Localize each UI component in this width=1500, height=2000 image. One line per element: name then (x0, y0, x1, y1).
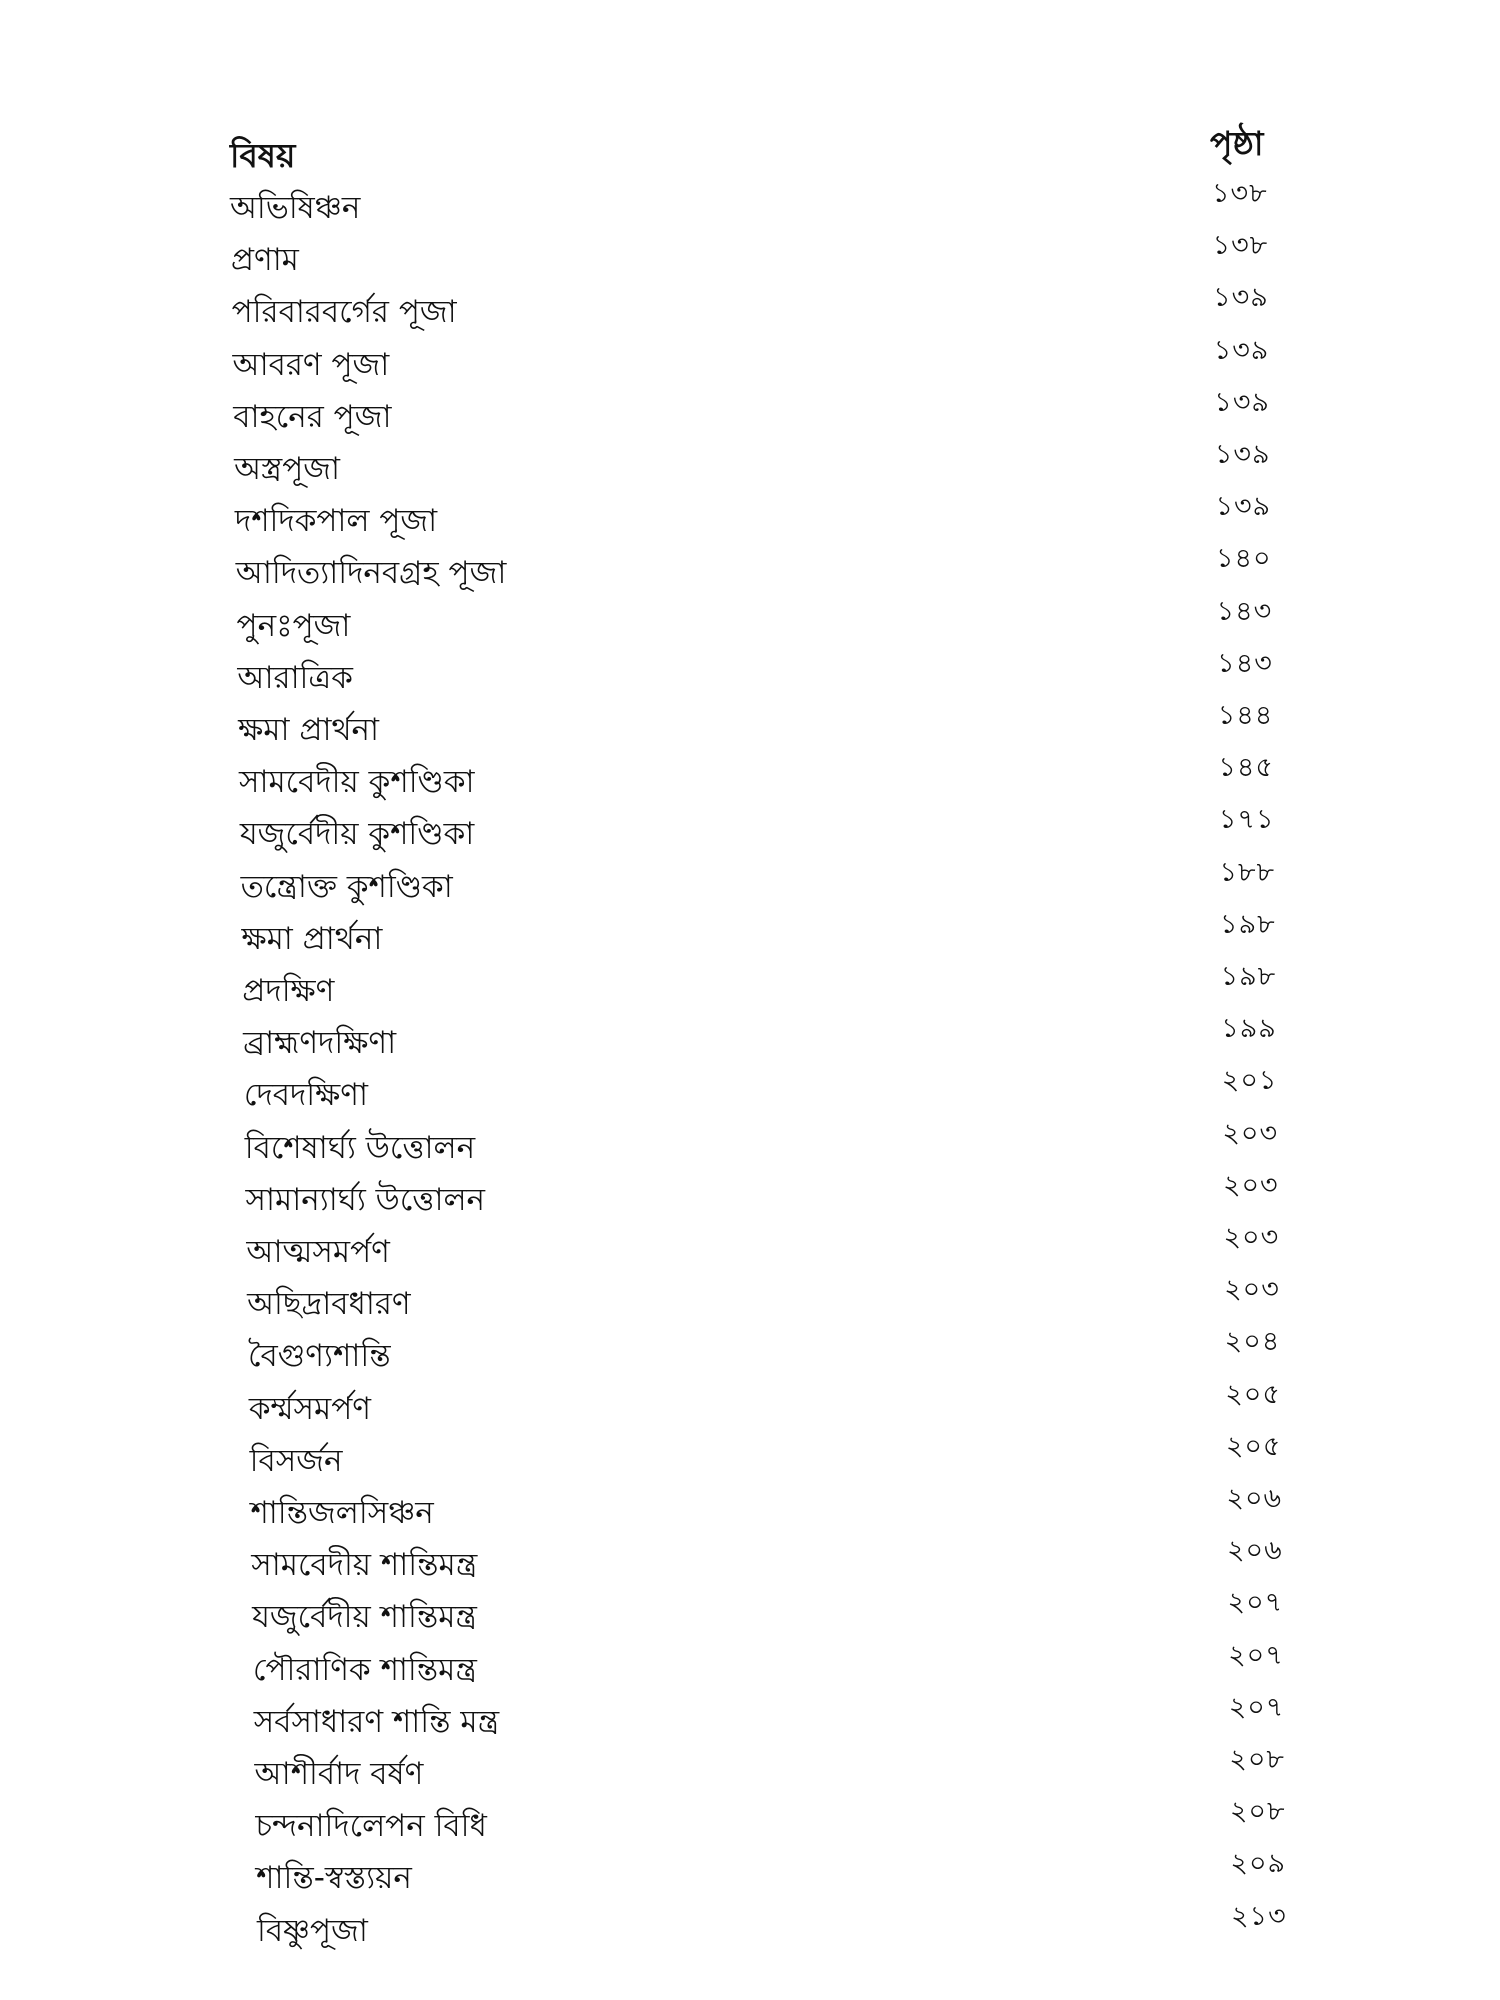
entry-title: বিসর্জন (249, 1442, 343, 1479)
entry-title: আদিত্যাদিনবগ্রহ পূজা (235, 555, 507, 592)
toc-entry-row (0, 491, 1500, 547)
entry-page-number: ১৯৮ (1220, 961, 1277, 992)
toc-entry-row (0, 647, 1500, 704)
entry-page-number: ১৩৮ (1212, 230, 1269, 262)
entry-page-number: ২০৪ (1224, 1326, 1281, 1358)
entry-page-number: ২০৭ (1228, 1691, 1285, 1723)
toc-entry-row (0, 386, 1500, 443)
toc-entry-row (0, 752, 1500, 808)
entry-page-number: ২০৩ (1223, 1222, 1280, 1253)
entry-page-number: ১৩৯ (1215, 491, 1272, 523)
entry-page-number: ২০৬ (1226, 1483, 1283, 1514)
entry-title: দেবদক্ষিণা (243, 1077, 369, 1114)
entry-page-number: ১৪০ (1216, 543, 1272, 575)
entry-page-number: ১৩৯ (1214, 439, 1271, 470)
entry-title: আশীর্বাদ বর্ষণ (254, 1756, 424, 1792)
entry-title: শান্তি-স্বস্ত্যয়ন (256, 1860, 412, 1897)
entry-title: অভিষিঞ্চন (230, 190, 361, 226)
entry-title: ক্ষমা প্রার্থনা (238, 712, 380, 748)
entry-page-number: ২০৭ (1227, 1587, 1284, 1619)
entry-page-number: ২০৮ (1229, 1744, 1285, 1775)
entry-page-number: ২০৯ (1230, 1848, 1287, 1880)
toc-entry-row (0, 178, 1500, 234)
entry-title: বাহনের পূজা (233, 398, 392, 435)
entry-title: পুনঃপূজা (236, 607, 351, 644)
page-column-heading: পৃষ্ঠা (1210, 124, 1264, 163)
entry-title: পরিবারবর্গের পূজা (231, 294, 457, 331)
toc-entry-row (0, 439, 1500, 495)
entry-page-number: ১৩৮ (1212, 178, 1268, 209)
entry-title: ব্রাহ্মণদক্ষিণা (243, 1025, 397, 1062)
entry-title: পৌরাণিক শান্তিমন্ত্র (252, 1651, 477, 1688)
entry-page-number: ১৪৩ (1216, 595, 1273, 627)
entry-page-number: ২০৮ (1229, 1796, 1286, 1828)
entry-title: বৈগুণ্যশান্তি (248, 1338, 391, 1375)
entry-title: আত্মসমর্পণ (246, 1234, 390, 1270)
toc-entry-row (0, 543, 1500, 599)
entry-title: অস্ত্রপূজা (234, 451, 341, 487)
entry-title: চন্দনাদিলেপন বিধি (255, 1808, 487, 1845)
entry-page-number: ১৩৯ (1213, 282, 1269, 314)
entry-title: সামবেদীয় শান্তিমন্ত্র (251, 1547, 478, 1584)
entry-title: যজুর্বেদীয় শান্তিমন্ত্র (252, 1599, 477, 1636)
entry-title: বিশেষার্ঘ্য উত্তোলন (244, 1129, 476, 1166)
entry-title: দশদিকপাল পূজা (234, 503, 438, 540)
entry-page-number: ২০৬ (1226, 1535, 1283, 1567)
entry-title: সামবেদীয় কুশণ্ডিকা (239, 764, 475, 801)
entry-title: বিষ্ণুপূজা (257, 1912, 368, 1949)
entry-title: প্রণাম (230, 242, 299, 279)
entry-page-number: ২০৩ (1222, 1169, 1279, 1201)
entry-page-number: ১৩৯ (1213, 334, 1270, 366)
entry-page-number: ১৪৩ (1217, 647, 1273, 679)
entry-title: সামান্যার্ঘ্য উত্তোলন (245, 1181, 486, 1218)
entry-page-number: ২০৫ (1225, 1378, 1281, 1410)
toc-entry-row (0, 595, 1500, 652)
entry-title: আরাত্রিক (237, 659, 353, 696)
entry-title: সর্বসাধারণ শান্তি মন্ত্র (253, 1703, 500, 1740)
toc-entry-row (0, 334, 1500, 391)
entry-page-number: ২১৩ (1231, 1900, 1287, 1932)
entry-page-number: ২০৫ (1225, 1430, 1282, 1462)
entry-title: ক্ষমা প্রার্থনা (241, 920, 383, 957)
entry-title: শান্তিজলসিঞ্চন (250, 1495, 434, 1531)
toc-entry-row (0, 700, 1500, 756)
entry-title: আবরণ পূজা (232, 346, 390, 383)
entry-page-number: ১৪৫ (1218, 752, 1274, 784)
toc-entry-row (0, 282, 1500, 338)
entry-title: তন্ত্রোক্ত কুশণ্ডিকা (240, 868, 453, 905)
entry-page-number: ১৯৯ (1221, 1013, 1277, 1045)
entry-title: যজুর্বেদীয় কুশণ্ডিকা (239, 816, 475, 853)
entry-title: অছিদ্রাবধারণ (247, 1286, 411, 1323)
entry-page-number: ২০৭ (1228, 1639, 1284, 1671)
entry-page-number: ১৭১ (1218, 804, 1275, 836)
entry-page-number: ২০৩ (1222, 1117, 1279, 1149)
toc-entry-row (0, 1900, 1500, 1957)
entry-page-number: ১৩৯ (1214, 386, 1270, 418)
entry-page-number: ১৪৪ (1217, 700, 1274, 731)
entry-page-number: ২০১ (1221, 1065, 1278, 1097)
entry-title: কর্ম্মসমর্পণ (248, 1390, 371, 1427)
subject-column-heading: বিষয় (230, 136, 296, 175)
entry-page-number: ১৯৮ (1220, 908, 1276, 940)
entry-page-number: ২০৩ (1224, 1274, 1280, 1306)
toc-entry-row (0, 230, 1500, 286)
entry-page-number: ১৮৮ (1219, 856, 1276, 888)
entry-title: প্রদক্ষিণ (242, 973, 335, 1009)
